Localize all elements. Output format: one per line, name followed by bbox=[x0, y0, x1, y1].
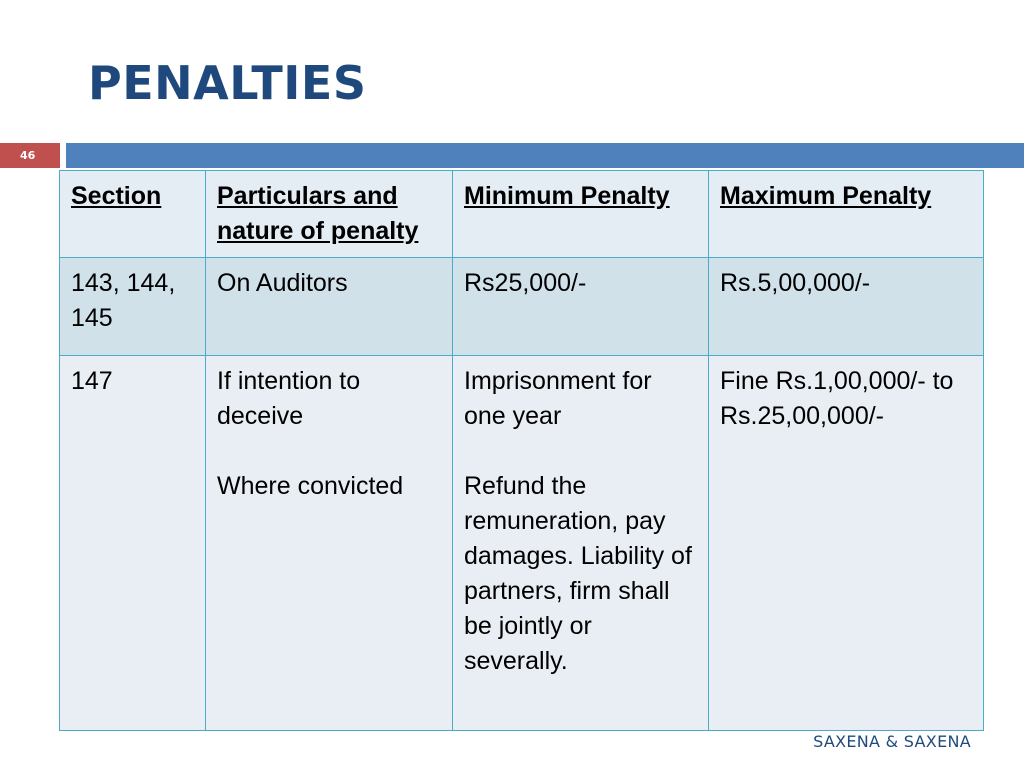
penalties-table bbox=[59, 170, 984, 731]
cell-section: 147 bbox=[60, 356, 206, 731]
cell-text: Rs25,000/- bbox=[464, 269, 587, 297]
cell-minimum-penalty bbox=[453, 356, 709, 731]
cell-text: Rs.5,00,000/- bbox=[720, 269, 871, 297]
table-row bbox=[60, 258, 984, 356]
footer-firm-name: SAXENA & SAXENA bbox=[813, 732, 971, 751]
cell-section: 143, 144, 145 bbox=[60, 258, 206, 356]
penalties-table-container bbox=[59, 170, 983, 731]
cell-text: Refund the remuneration, pay damages. Liability of partners, firm shall be jointly or severally. bbox=[464, 472, 692, 675]
cell-text: Fine Rs.1,00,000/- to Rs.25,00,000/- bbox=[720, 367, 954, 430]
cell-maximum-penalty bbox=[709, 356, 984, 731]
table-header-row bbox=[60, 171, 984, 258]
cell-minimum-penalty bbox=[453, 258, 709, 356]
cell-text: Imprisonment for one year bbox=[464, 367, 652, 430]
cell-particulars bbox=[206, 258, 453, 356]
header-maximum-penalty: Maximum Penalty bbox=[709, 171, 984, 258]
slide-title: PENALTIES bbox=[88, 56, 367, 110]
accent-bar bbox=[66, 143, 1024, 168]
cell-particulars bbox=[206, 356, 453, 731]
header-section: Section bbox=[60, 171, 206, 258]
cell-text: If intention to deceive bbox=[217, 367, 361, 430]
cell-text: On Auditors bbox=[217, 269, 348, 297]
header-minimum-penalty: Minimum Penalty bbox=[453, 171, 709, 258]
page-number-badge: 46 bbox=[0, 143, 60, 168]
header-particulars: Particulars and nature of penalty bbox=[206, 171, 453, 258]
table-row bbox=[60, 356, 984, 731]
cell-text: Where convicted bbox=[217, 472, 404, 500]
cell-maximum-penalty bbox=[709, 258, 984, 356]
